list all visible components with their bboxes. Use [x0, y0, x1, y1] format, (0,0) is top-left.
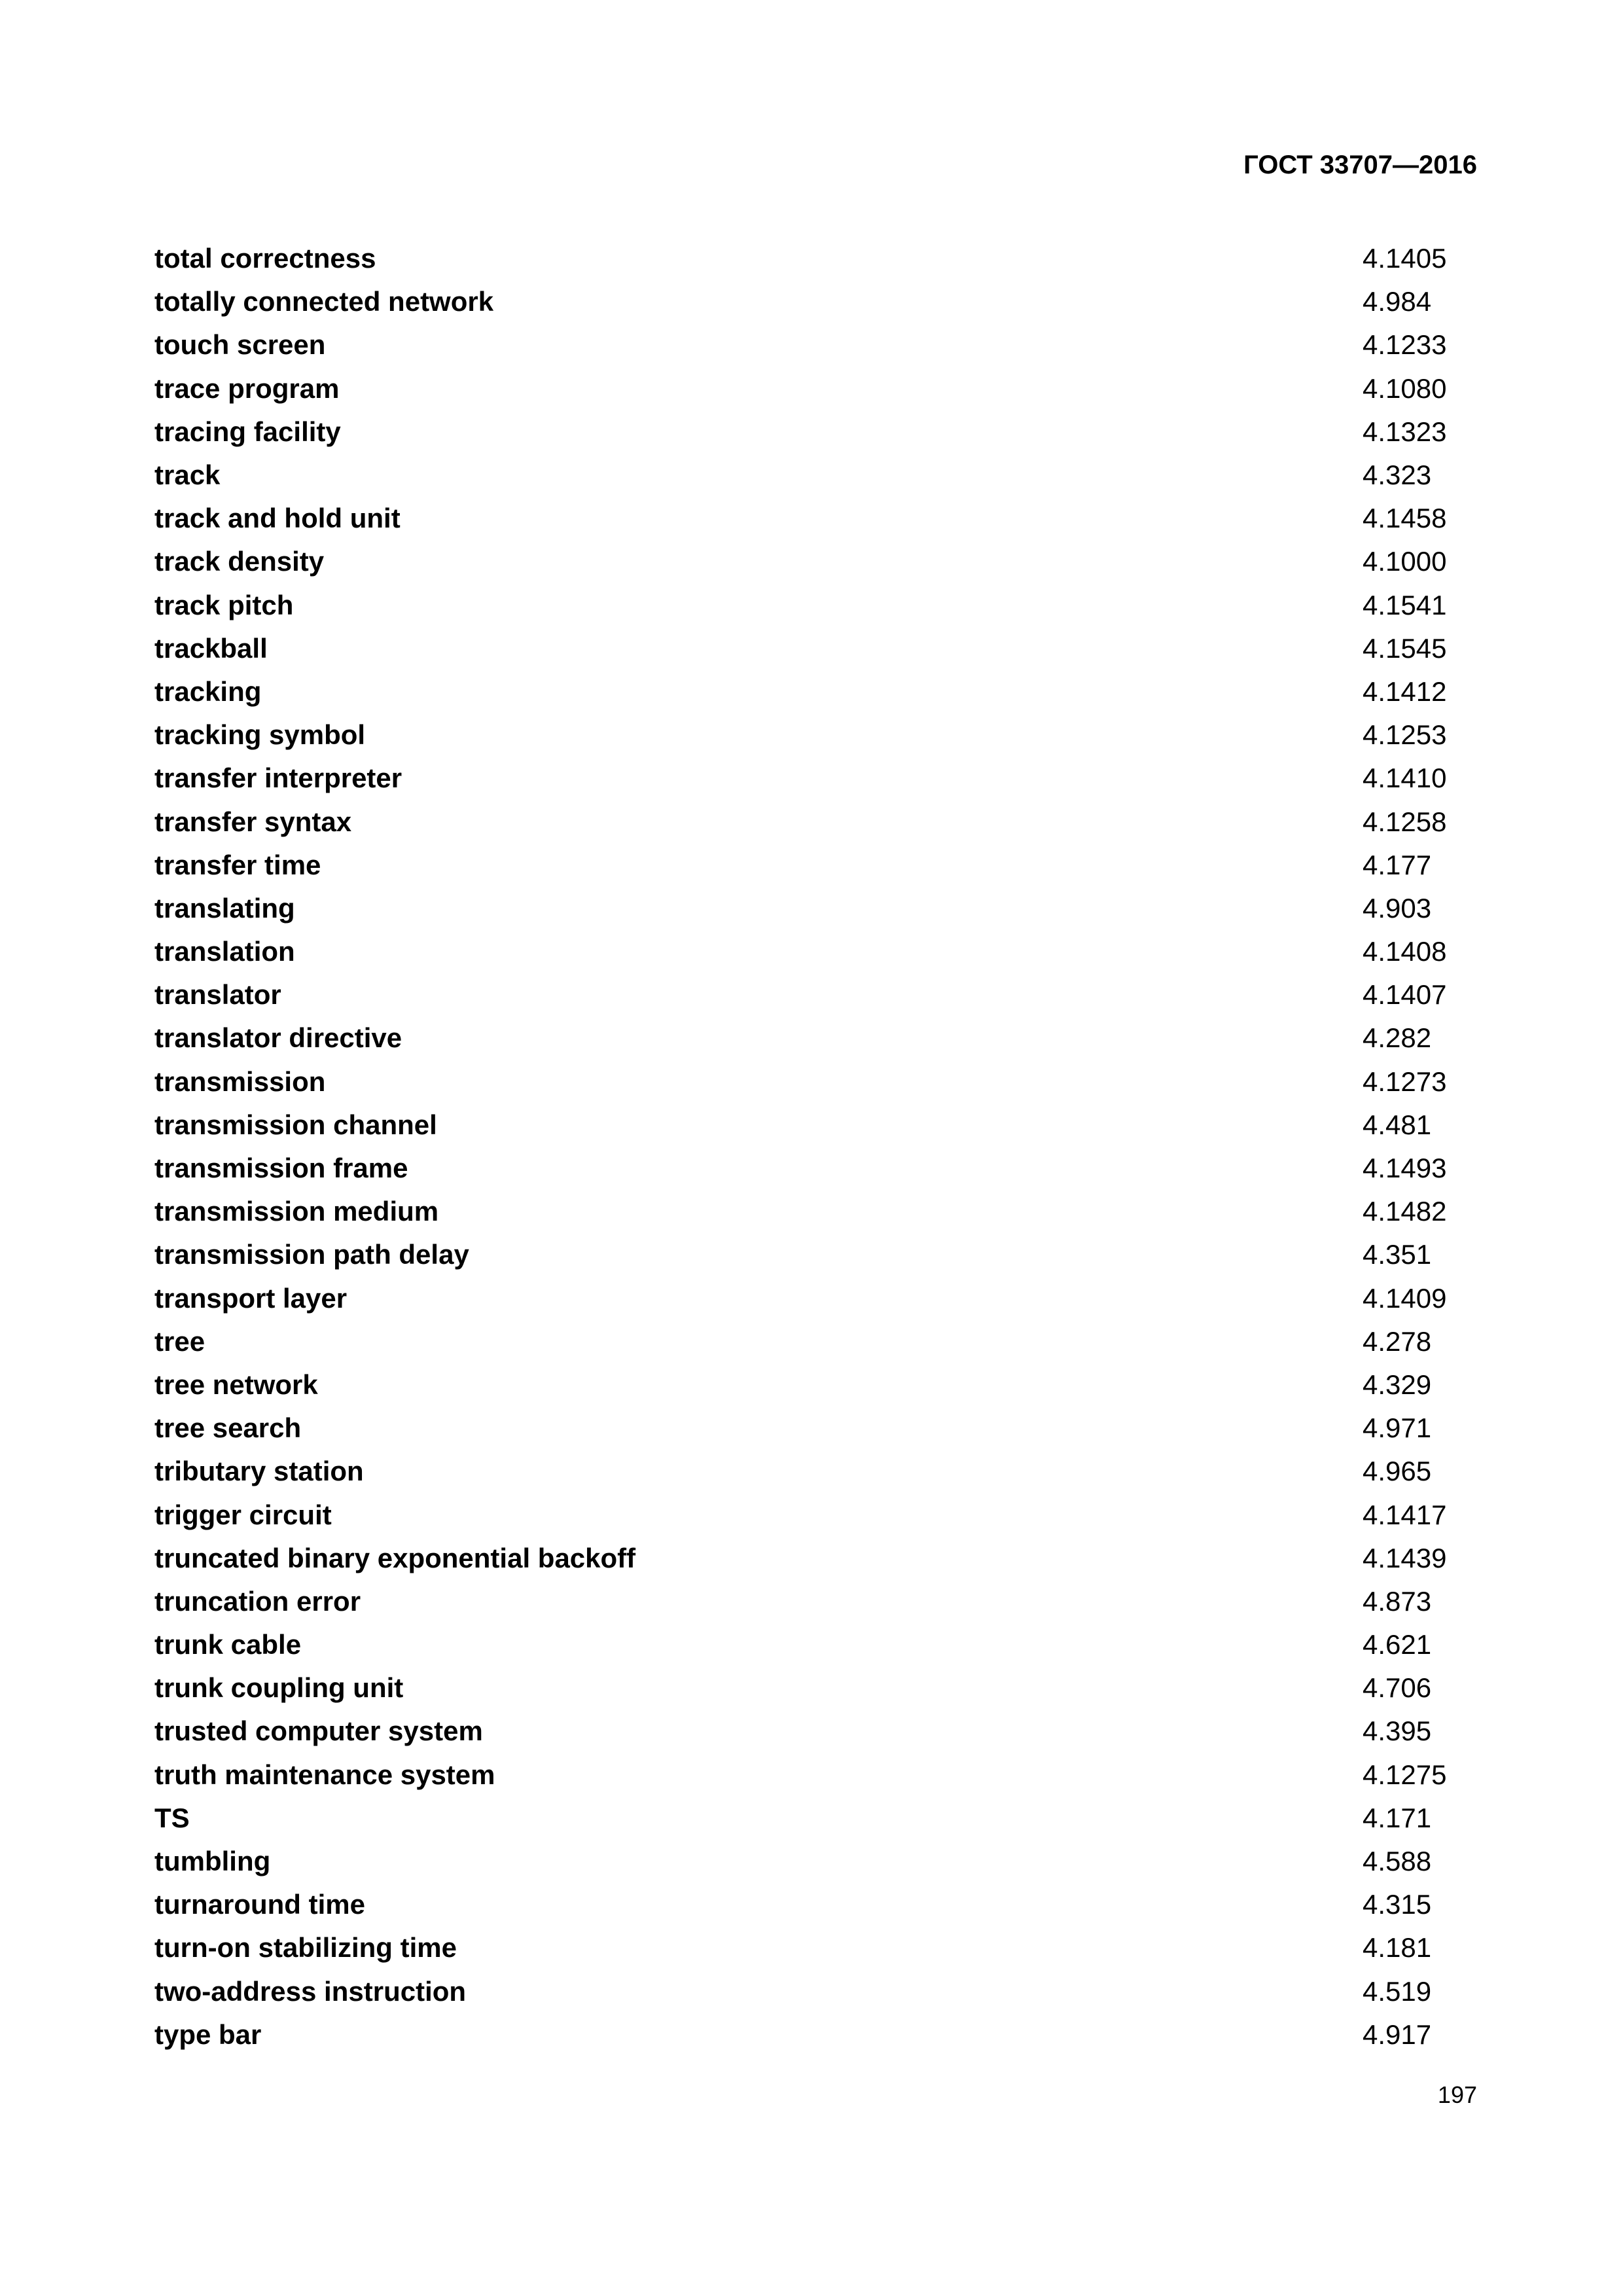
index-entry [154, 1580, 1477, 1623]
index-reference: 4.177 [1363, 849, 1432, 880]
index-entry [154, 1407, 1477, 1450]
index-term: trunk cable [154, 1629, 302, 1660]
index-term: track density [154, 546, 325, 577]
index-entry [154, 1840, 1477, 1883]
index-entry [154, 1060, 1477, 1103]
index-term: tree network [154, 1369, 318, 1400]
index-entry [154, 1753, 1477, 1797]
index-entry [154, 1363, 1477, 1407]
index-reference: 4.323 [1363, 459, 1432, 491]
index-term: two-address instruction [154, 1975, 467, 2007]
index-reference: 4.1253 [1363, 719, 1447, 751]
index-term: translation [154, 936, 295, 967]
index-entry [154, 237, 1477, 280]
index-entry [154, 1970, 1477, 2013]
index-reference: 4.588 [1363, 1846, 1432, 1877]
index-entry [154, 887, 1477, 930]
index-reference: 4.395 [1363, 1715, 1432, 1747]
index-reference: 4.1417 [1363, 1499, 1447, 1530]
index-term: transmission path delay [154, 1239, 469, 1270]
index-term: translator directive [154, 1022, 402, 1054]
index-term: track and hold unit [154, 503, 401, 534]
page-number: 197 [1437, 2081, 1477, 2108]
index-term: track pitch [154, 589, 294, 620]
index-term: track [154, 459, 221, 491]
index-entry [154, 844, 1477, 887]
index-reference: 4.481 [1363, 1109, 1432, 1140]
term-index-list [154, 237, 1477, 2056]
index-entry [154, 540, 1477, 583]
index-entry [154, 1623, 1477, 1666]
index-entry [154, 2013, 1477, 2056]
index-entry [154, 1537, 1477, 1580]
index-term: tributary station [154, 1456, 364, 1487]
index-reference: 4.965 [1363, 1456, 1432, 1487]
index-reference: 4.519 [1363, 1975, 1432, 2007]
index-term: tracing facility [154, 416, 341, 447]
index-reference: 4.1258 [1363, 806, 1447, 837]
index-entry [154, 1103, 1477, 1147]
index-reference: 4.1493 [1363, 1153, 1447, 1184]
index-reference: 4.1405 [1363, 243, 1447, 274]
index-entry [154, 973, 1477, 1016]
index-term: transfer interpreter [154, 762, 402, 794]
index-reference: 4.873 [1363, 1585, 1432, 1617]
index-term: transmission [154, 1066, 326, 1097]
index-reference: 4.1439 [1363, 1542, 1447, 1573]
index-term: tumbling [154, 1846, 271, 1877]
index-term: transfer time [154, 849, 321, 880]
index-entry [154, 1147, 1477, 1190]
index-entry [154, 1320, 1477, 1363]
index-entry [154, 1926, 1477, 1969]
index-reference: 4.1409 [1363, 1282, 1447, 1314]
index-term: tracking [154, 675, 262, 707]
index-entry [154, 713, 1477, 757]
index-term: type bar [154, 2018, 262, 2050]
index-reference: 4.1458 [1363, 503, 1447, 534]
index-reference: 4.621 [1363, 1629, 1432, 1660]
index-entry [154, 1797, 1477, 1840]
index-entry [154, 497, 1477, 540]
index-reference: 4.1412 [1363, 675, 1447, 707]
index-entry [154, 367, 1477, 410]
index-entry [154, 410, 1477, 454]
index-reference: 4.917 [1363, 2018, 1432, 2050]
index-term: tree [154, 1325, 205, 1357]
index-entry [154, 1666, 1477, 1710]
index-entry [154, 1710, 1477, 1753]
index-entry [154, 584, 1477, 627]
index-entry [154, 1016, 1477, 1060]
index-entry [154, 627, 1477, 670]
index-term: transmission frame [154, 1153, 408, 1184]
index-reference: 4.1545 [1363, 632, 1447, 664]
index-term: turn-on stabilizing time [154, 1932, 457, 1964]
index-term: trusted computer system [154, 1715, 483, 1747]
index-reference: 4.1408 [1363, 936, 1447, 967]
index-reference: 4.1000 [1363, 546, 1447, 577]
index-reference: 4.282 [1363, 1022, 1432, 1054]
index-term: translating [154, 892, 295, 924]
index-entry [154, 323, 1477, 367]
index-term: transmission channel [154, 1109, 437, 1140]
index-term: tree search [154, 1412, 302, 1444]
index-reference: 4.181 [1363, 1932, 1432, 1964]
index-term: tracking symbol [154, 719, 366, 751]
index-reference: 4.1541 [1363, 589, 1447, 620]
index-reference: 4.351 [1363, 1239, 1432, 1270]
index-reference: 4.971 [1363, 1412, 1432, 1444]
index-entry [154, 1277, 1477, 1320]
index-reference: 4.1275 [1363, 1759, 1447, 1790]
index-reference: 4.1323 [1363, 416, 1447, 447]
index-reference: 4.1407 [1363, 979, 1447, 1011]
index-reference: 4.1410 [1363, 762, 1447, 794]
page-header-standard: ГОСТ 33707—2016 [1243, 151, 1477, 179]
index-term: transport layer [154, 1282, 348, 1314]
index-entry [154, 1450, 1477, 1493]
index-reference: 4.329 [1363, 1369, 1432, 1400]
index-term: truncated binary exponential backoff [154, 1542, 636, 1573]
index-term: truncation error [154, 1585, 361, 1617]
index-term: turnaround time [154, 1889, 365, 1920]
index-entry [154, 454, 1477, 497]
index-term: transfer syntax [154, 806, 352, 837]
index-term: total correctness [154, 243, 376, 274]
index-entry [154, 670, 1477, 713]
index-reference: 4.1273 [1363, 1066, 1447, 1097]
index-entry [154, 280, 1477, 323]
index-entry [154, 757, 1477, 800]
index-entry [154, 1190, 1477, 1233]
index-entry [154, 930, 1477, 973]
index-term: trackball [154, 632, 268, 664]
index-reference: 4.1233 [1363, 329, 1447, 361]
index-term: truth maintenance system [154, 1759, 495, 1790]
index-term: totally connected network [154, 286, 494, 317]
index-reference: 4.1080 [1363, 372, 1447, 404]
index-term: trigger circuit [154, 1499, 332, 1530]
index-reference: 4.278 [1363, 1325, 1432, 1357]
index-term: trunk coupling unit [154, 1672, 404, 1704]
index-reference: 4.171 [1363, 1802, 1432, 1833]
index-entry [154, 1883, 1477, 1926]
index-term: transmission medium [154, 1196, 439, 1227]
index-term: TS [154, 1802, 190, 1833]
index-reference: 4.903 [1363, 892, 1432, 924]
index-term: trace program [154, 372, 340, 404]
index-entry [154, 1493, 1477, 1536]
index-reference: 4.984 [1363, 286, 1432, 317]
index-reference: 4.706 [1363, 1672, 1432, 1704]
index-entry [154, 1233, 1477, 1276]
index-reference: 4.315 [1363, 1889, 1432, 1920]
index-reference: 4.1482 [1363, 1196, 1447, 1227]
index-term: touch screen [154, 329, 326, 361]
index-entry [154, 800, 1477, 843]
index-term: translator [154, 979, 281, 1011]
